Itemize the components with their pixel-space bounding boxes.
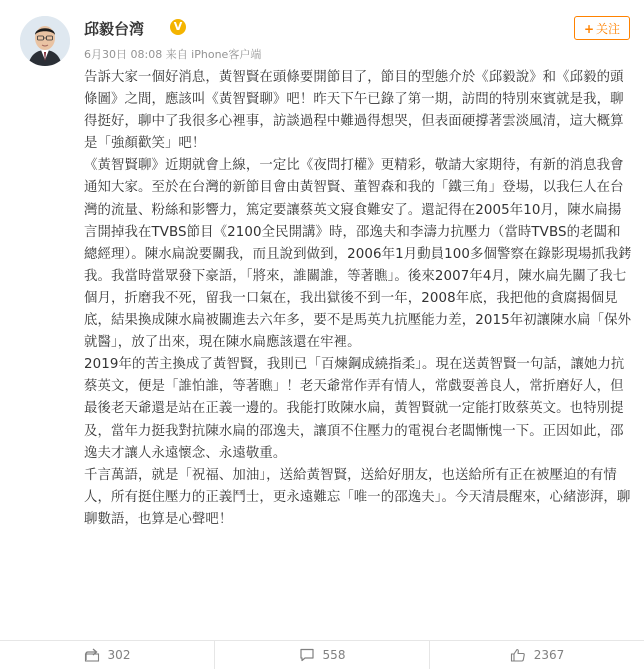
post-paragraph: 2019年的苦主換成了黃智賢，我則已「百煉鋼成繞指柔」。現在送黃智賢一句話，讓她力抗蔡英文，便是「誰怕誰，等著瞧」！老天爺常作弄有情人，常戲耍善良人，常折磨好人，但最後老天爺還是站在正義一邊的。我能打敗陳水扁，黃智賢就一定能打敗蔡英文。也特別提及，當年力挺我對抗陳水扁的邵逸夫，讓頂不住壓力的電視台老闆慚愧一下。正因如此，邵逸夫才讓人永遠懷念、永遠敬重。 — [84, 357, 625, 461]
comment-button[interactable] — [215, 641, 430, 669]
post-body — [84, 67, 632, 531]
post-paragraph: 千言萬語，就是「祝福、加油」，送給黃智賢，送給好朋友，也送給所有正在被壓迫的有情人，所有挺住壓力的正義鬥士，更永遠難忘「唯一的邵逸夫」。今天清晨醒來，心緒澎湃，聊聊數語，也算是心聲吧！ — [84, 467, 631, 527]
verified-badge-icon: V — [170, 19, 186, 35]
comment-icon — [299, 648, 315, 662]
action-bar — [0, 640, 644, 669]
post-paragraph: 告訴大家一個好消息，黃智賢在頭條要開節目了，節目的型態介於《邱毅說》和《邱毅的頭條圖》之間，應該叫《黃智賢聊》吧！昨天下午已錄了第一期，訪問的特別來賓就是我，聊得挺好，聊中了我很多心裡事，訪談過程中難過得想哭，但表面硬撐著雲淡風清，這大概算是「強顏歡笑」吧！ — [84, 70, 624, 152]
comment-count: 558 — [322, 648, 346, 662]
forward-icon — [84, 648, 100, 662]
post-header — [20, 14, 630, 74]
avatar[interactable] — [20, 16, 70, 66]
forward-count: 302 — [107, 648, 131, 662]
author-name[interactable]: 邱毅台湾 — [84, 20, 145, 38]
post-meta: 6月30日 08:08 来自 iPhone客户端 — [84, 48, 262, 61]
follow-button-label: 关注 — [596, 22, 621, 36]
avatar-photo — [20, 16, 70, 66]
like-button[interactable] — [430, 641, 644, 669]
plus-icon: + — [583, 22, 595, 36]
like-count: 2367 — [533, 648, 565, 662]
post-paragraph: 《黃智賢聊》近期就會上線，一定比《夜問打權》更精彩，敬請大家期待，有新的消息我會通知大家。至於在台灣的新節目會由黃智賢、董智森和我的「鐵三角」登場，以我仨人在台灣的流量、粉絲和影響力，篤定要讓蔡英文寢食難安了。還記得在2005年10月，陳水扁揚言開掉我在TVBS節目《2100全民開講》時，邵逸夫和李濤力抗壓力（當時TVBS的老闆和總經理）。陳水扁說要關我，而且說到做到，2006年1月動員100多個警察在錄影現場抓我銬我。我當時當眾發下豪語，「將來，誰關誰，等著瞧」。後來2007年4月，陳水扁先關了我七個月，折磨我不死，留我一口氣在，我出獄後不到一年，2008年底，我把他的貪腐揭個見底，結果換成陳水扁被關進去六年多，要不是馬英九抗壓能力差，2015年初讓陳水扁「保外就醫」，放了出來，現在陳水扁應該還在牢裡。 — [84, 158, 632, 351]
like-icon — [510, 648, 526, 662]
forward-button[interactable] — [0, 641, 215, 669]
follow-button[interactable] — [574, 16, 630, 40]
